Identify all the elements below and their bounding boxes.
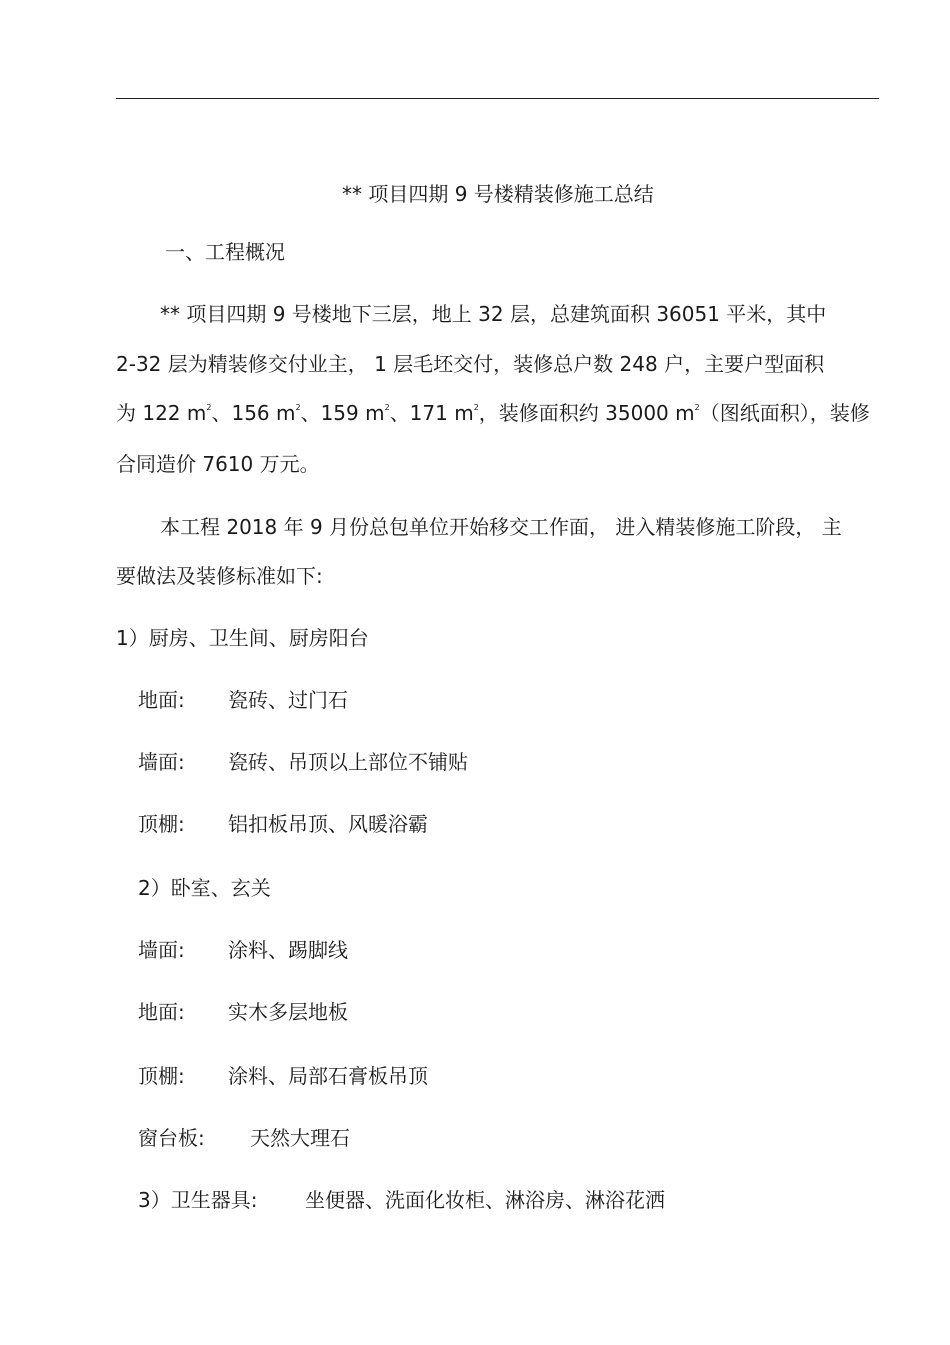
- item-label: 墙面:: [138, 750, 185, 774]
- section-kitchen-title: 1）厨房、卫生间、厨房阳台: [116, 626, 369, 650]
- item-label: 窗台板:: [138, 1126, 205, 1150]
- item-label: 地面:: [138, 688, 185, 712]
- intro-line-2: 要做法及装修标准如下:: [116, 564, 323, 588]
- header-rule: [116, 98, 879, 99]
- overview-line-4: 合同造价 7610 万元。: [116, 452, 320, 476]
- bedroom-ceiling-item: [138, 1062, 428, 1090]
- item-label: 顶棚:: [138, 812, 185, 836]
- area-text-2: 、156 m: [211, 401, 296, 425]
- item-label: 墙面:: [138, 938, 185, 962]
- item-value: 瓷砖、吊顶以上部位不铺贴: [228, 750, 468, 774]
- sanitary-label: 3）卫生器具:: [138, 1188, 258, 1212]
- bedroom-floor-item: [138, 998, 348, 1026]
- item-value: 铝扣板吊顶、风暖浴霸: [228, 812, 428, 836]
- overview-line-2: 2-32 层为精装修交付业主， 1 层毛坯交付，装修总户数 248 户，主要户型面积: [116, 352, 825, 376]
- section-sanitary: [138, 1186, 665, 1214]
- bedroom-windowsill-item: [138, 1124, 350, 1152]
- overview-line-1: ** 项目四期 9 号楼地下三层，地上 32 层，总建筑面积 36051 平米，其中: [160, 302, 827, 326]
- sanitary-value: 坐便器、洗面化妆柜、淋浴房、淋浴花洒: [305, 1188, 665, 1212]
- page-title: ** 项目四期 9 号楼精装修施工总结: [342, 182, 654, 206]
- area-text-1: 为 122 m: [116, 401, 207, 425]
- area-text-6: （图纸面积），装修: [699, 401, 870, 425]
- area-text-4: 、171 m: [389, 401, 474, 425]
- section-bedroom-title: 2）卧室、玄关: [138, 876, 271, 900]
- kitchen-floor-item: [138, 686, 348, 714]
- bedroom-wall-item: [138, 936, 348, 964]
- item-value: 瓷砖、过门石: [228, 688, 348, 712]
- kitchen-ceiling-item: [138, 810, 428, 838]
- item-label: 顶棚:: [138, 1064, 185, 1088]
- area-text-5: ，装修面积约 35000 m: [478, 401, 695, 425]
- kitchen-wall-item: [138, 748, 468, 776]
- sup-1: 2: [206, 403, 212, 412]
- item-value: 涂料、局部石膏板吊顶: [228, 1064, 428, 1088]
- item-value: 天然大理石: [250, 1126, 350, 1150]
- sup-4: 2: [473, 403, 479, 412]
- area-text-3: 、159 m: [300, 401, 385, 425]
- overview-line-3: [116, 399, 870, 427]
- sup-2: 2: [295, 403, 301, 412]
- item-value: 涂料、踢脚线: [228, 938, 348, 962]
- sup-5: 2: [694, 403, 700, 412]
- item-value: 实木多层地板: [228, 1000, 348, 1024]
- sup-3: 2: [384, 403, 390, 412]
- intro-line-1: 本工程 2018 年 9 月份总包单位开始移交工作面， 进入精装修施工阶段， 主: [160, 515, 842, 539]
- item-label: 地面:: [138, 1000, 185, 1024]
- section-heading-overview: 一、工程概况: [165, 240, 285, 264]
